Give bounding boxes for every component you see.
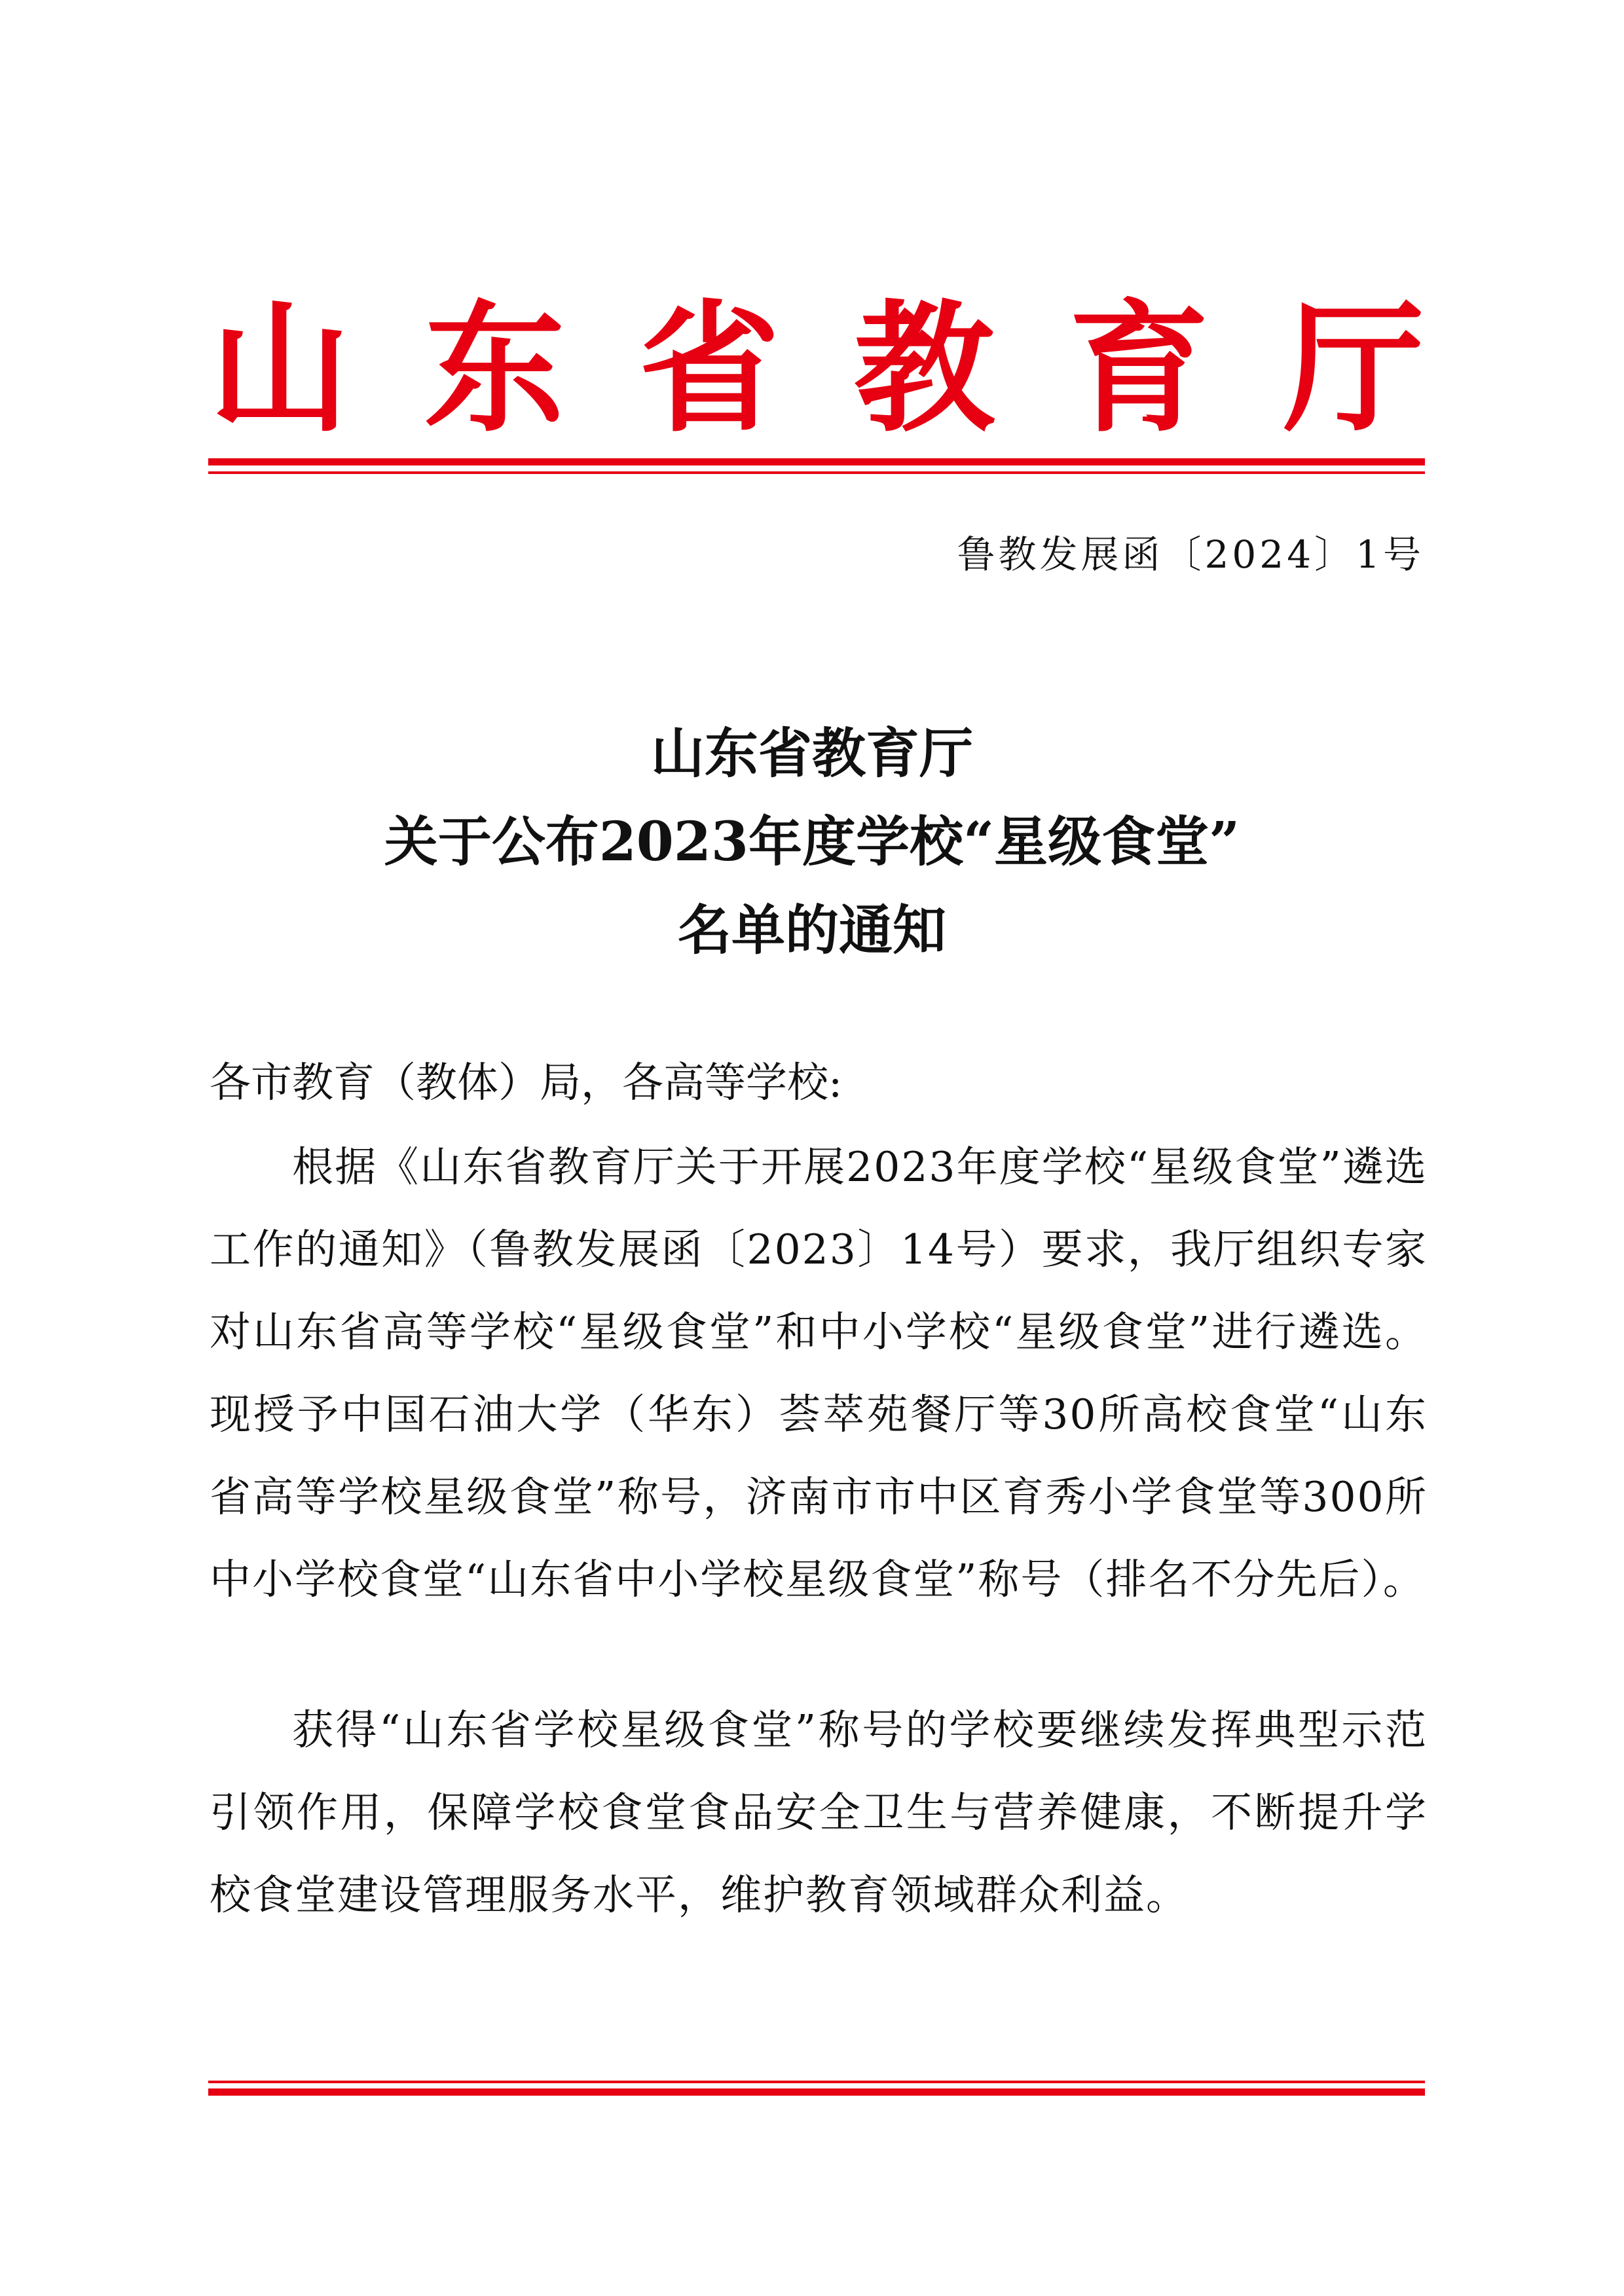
title-line-1: 山东省教育厅	[650, 722, 973, 785]
body-paragraph-1: 根据《山东省教育厅关于开展2023年度学校“星级食堂”遴选工作的通知》（鲁教发展函〔2023〕14号）要求，我厅组织专家对山东省高等学校“星级食堂”和中小学校“星级食堂”进行遴选。现授予中国石油大学（华东）荟萃苑餐厅等30所高校食堂“山东省高等学校星级食堂”称号，济南市市中区育秀小学食堂等300所中小学校食堂“山东省中小学校星级食堂”称号（排名不分先后）。	[210, 1143, 1428, 1603]
title-line-2: 关于公布2023年度学校“星级食堂”	[384, 811, 1240, 873]
footer-rule-thick	[208, 2088, 1425, 2096]
title-line-3: 名单的通知	[677, 899, 946, 962]
document-number: 鲁教发展函〔2024〕1号	[957, 532, 1424, 577]
masthead-char: 育	[1069, 285, 1209, 451]
header-rule-thick	[208, 458, 1425, 465]
header-rule-thin	[208, 471, 1425, 474]
salutation: 各市教育（教体）局，各高等学校:	[210, 1059, 843, 1106]
masthead-char: 厅	[1283, 285, 1424, 451]
footer-rule-thin	[208, 2081, 1425, 2083]
masthead-char: 教	[854, 285, 995, 451]
masthead-title	[210, 285, 1424, 451]
masthead-char: 省	[639, 285, 780, 451]
masthead-char: 东	[424, 285, 565, 451]
masthead-char: 山	[210, 285, 350, 451]
body-paragraph-2: 获得“山东省学校星级食堂”称号的学校要继续发挥典型示范引领作用，保障学校食堂食品安全卫生与营养健康，不断提升学校食堂建设管理服务水平，维护教育领域群众利益。	[210, 1706, 1428, 1919]
